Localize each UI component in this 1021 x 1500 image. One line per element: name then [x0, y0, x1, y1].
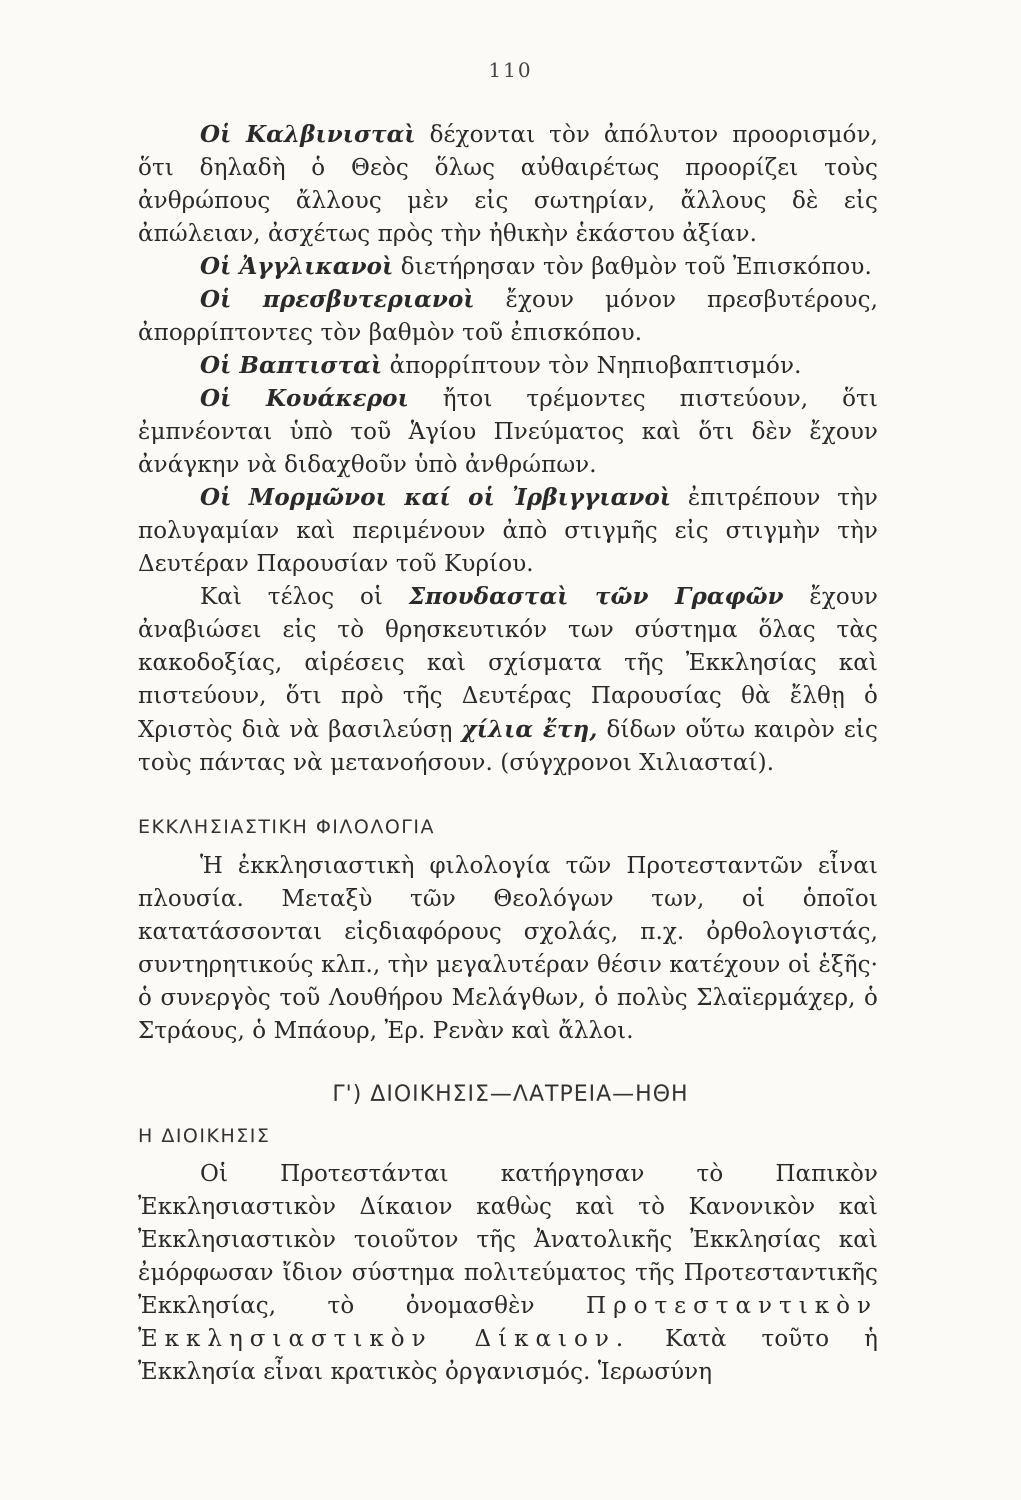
text-mormons: ἐπιτρέπουν τὴν πολυγαμίαν καὶ περιμένουν ἀπὸ στιγμῆς εἰς στιγμὴν τὴν Δευτέραν Παρουσίαν τοῦ Κυρίου.	[138, 485, 878, 577]
heading-philology: ΕΚΚΛΗΣΙΑΣΤΙΚΗ ΦΙΛΟΛΟΓΙΑ	[138, 816, 435, 838]
paragraph-presbyterians	[138, 283, 878, 350]
text-anglicans: διετήρησαν τὸν βαθμὸν τοῦ Ἐπισκόπου.	[400, 254, 872, 280]
term-calvinists: Οἱ Καλβινισταὶ	[200, 121, 416, 148]
paragraph-philology: Ἡ ἐκκλησιαστικὴ φιλολογία τῶν Προτεσταντῶν εἶναι πλουσία. Μεταξὺ τῶν Θεολόγων των, οἱ ὁποῖοι κατατάσσονται εἰςδιαφόρους σχολάς, π.χ. ὀρθολογιστάς, συντηρητικούς κλπ., τὴν μεγαλυτέραν θέσιν κατέχουν οἱ ἑξῆς· ὁ συνεργὸς τοῦ Λουθήρου Μελάγθων, ὁ πολὺς Σλαϊερμάχερ, ὁ Στράους, ὁ Μπάουρ, Ἐρ. Ρενὰν καὶ ἄλλοι.	[138, 853, 878, 1044]
term-quakers: Οἱ Κουάκεροι	[200, 385, 409, 412]
paragraph-bible-students	[138, 580, 878, 780]
page-number: 110	[488, 58, 533, 82]
paragraph-quakers	[138, 382, 878, 482]
term-anglicans: Οἱ Ἀγγλικανοὶ	[200, 253, 394, 280]
term-bible-students: Σπουδασταὶ τῶν Γραφῶν	[408, 583, 784, 610]
paragraph-administration	[138, 1158, 878, 1389]
term-mormons: Οἱ Μορμῶνοι καί οἱ Ἰρβιγγιανοὶ	[200, 484, 672, 511]
text-calvinists: δέχονται τὸν ἀπόλυτον προορισμόν, ὅτι δηλαδὴ ὁ Θεὸς ὅλως αὐθαιρέτως προορίζει τοὺς ἀνθρώπους ἄλλους μὲν εἰς σωτηρίαν, ἄλλους δὲ εἰς ἀπώλειαν, ἀσχέτως πρὸς τὴν ἠθικὴν ἑκάστου ἀξίαν.	[138, 122, 878, 247]
emph-thousand-years: χίλια ἔτη,	[461, 716, 598, 743]
text-quakers: ἤτοι τρέμοντες πιστεύουν, ὅτι ἐμπνέονται ὑπὸ τοῦ Ἁγίου Πνεύματος καὶ ὅτι δὲν ἔχουν ἀνάγκην νὰ διδαχθοῦν ὑπὸ ἀνθρώπων.	[138, 386, 878, 478]
heading-administration: Η ΔΙΟΙΚΗΣΙΣ	[138, 1125, 271, 1147]
text-bible-students-a: ἔχουν ἀναβιώσει εἰς τὸ θρησκευτικόν των σύστημα ὅλας τὰς κακοδοξίας, αἱρέσεις καὶ σχίσματα τῆς Ἐκκλησίας καὶ πιστεύουν, ὅτι πρὸ τῆς Δευτέρας Παρουσίας θὰ ἔλθῃ ὁ Χριστὸς διὰ νὰ βασιλεύσῃ	[138, 584, 879, 743]
term-baptists: Οἱ Βαπτισταὶ	[200, 352, 383, 379]
paragraph-calvinists	[138, 118, 878, 251]
text-administration-b: Κατὰ τοῦτο ἡ Ἐκκλησία εἶναι κρατικὸς ὀργανισμός. Ἱερωσύνη	[138, 1326, 878, 1385]
text-administration-a: Οἱ Προτεστάνται κατήργησαν τὸ Παπικὸν Ἐκκλησιαστικὸν Δίκαιον καθὼς καὶ τὸ Κανονικὸν καὶ Ἐκκλησιαστικὸν τοιοῦτον τῆς Ἀνατολικῆς Ἐκκλησίας καὶ ἐμόρφωσαν ἴδιον σύστημα πολιτεύματος τῆς Προτεσταντικῆς Ἐκκλησίας, τὸ ὀνομασθὲν	[138, 1161, 878, 1319]
text-administration-spaced: Προτεσταντικὸν Ἐκκλησιαστικὸν Δίκαιον.	[138, 1293, 878, 1352]
paragraph-baptists	[138, 349, 878, 383]
paragraph-mormons	[138, 481, 878, 581]
text-baptists: ἀπορρίπτουν τὸν Νηπιοβαπτισμόν.	[389, 353, 802, 379]
heading-main: Γ') ΔΙΟΙΚΗΣΙΣ—ΛΑΤΡΕΙΑ—ΗΘΗ	[332, 1082, 689, 1107]
text-presbyterians: ἔχουν μόνον πρεσβυτέρους, ἀπορρίπτοντες τὸν βαθμὸν τοῦ ἐπισκόπου.	[138, 287, 878, 346]
lead-bible-students: Καὶ τέλος οἱ	[200, 584, 384, 610]
term-presbyterians: Οἱ πρεσβυτεριανοὶ	[200, 286, 475, 313]
paragraph-anglicans	[138, 250, 878, 284]
text-bible-students-b: δίδων οὕτω καιρὸν εἰς τοὺς πάντας νὰ μετανοήσουν. (σύγχρονοι Χιλιασταί).	[138, 717, 878, 776]
